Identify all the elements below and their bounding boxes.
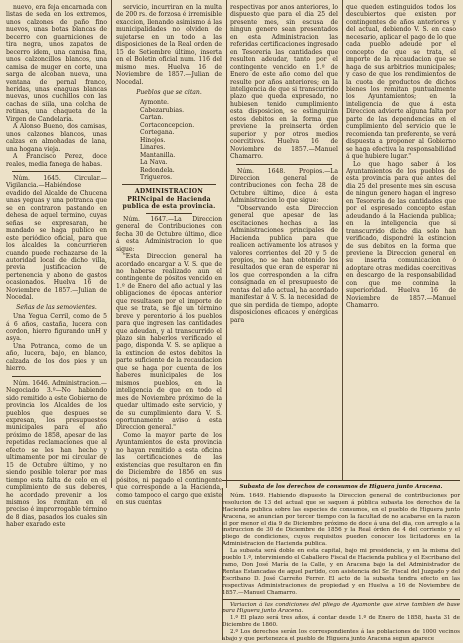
subasta-section [222, 480, 460, 643]
divider [12, 171, 101, 172]
paragraph: 1.º El plazo será tres años, á contar desde 1.º de Enero de 1858, hasta 31 de Diciembre de 1860. [222, 615, 460, 629]
divider [236, 164, 332, 165]
divider [222, 599, 460, 600]
divider [146, 213, 192, 214]
notice-1649: Núm. 1649. Habiendo dispuesto la Direccion general de contribuciones por resolucion de 13 del actual que se saquen á pública subasta los derechos de la Hacienda publica sobre las especies de consumos, en el pueblo de Higuera junto Aracena, se anuncian por tercer tiempo con la facultad de no acabarse en la razon el por menor el dia 9 de Diciembre próximo de doce á una del dia, con arreglo a la instruccion de 30 de Diciembre de 1856 y la Real órden de 4 del corriente y el pliego de condiciones, cuyos requisitos pueden conocer los licitadores en la Administracion de Hacienda publica. [222, 492, 460, 548]
divider [222, 480, 460, 481]
paragraph: nuevo, era feja encarnada con listas de seda en los extremos, unos calzones de paño fino nuevos, unas botas blancas de becerro con guarniciones de tira negra, unos zapatos de becerro idem, una camisa fina, unos calzoncillos blancos, una camisa de muger en corte, una sarga de alcoban nueva, una ventana de pernal franco, heridas, unas enaguas blancas nuevas, unos cuchillos con las cachas de siila, una colcha de retinas, una chaqueta de la Virgen de Candelaria. [6, 4, 107, 123]
section-subtitle: Señas de las semovientes. [16, 303, 97, 311]
notice-1648: Núm. 1648. Propios.—La Direccion general de contribuciones con fecha 28 de Octubre último, dice á esta Administracion lo que sigue: [230, 167, 338, 205]
divider [122, 184, 216, 185]
town-list: Aymonte. Cabezarubias. Cartan. Cortaconcepcion. Cortegana. Hinojos. Linares. Mantanilla. La Nava. Redondela. Trigueros. [140, 99, 195, 181]
column-rule [226, 0, 227, 488]
column-3 [230, 4, 338, 324]
section-subtitle: Pueblos que se citan. [136, 88, 202, 96]
paragraph: Lo que hago saber á los Ayuntamientos de los pueblos de esta provincia para que antes del dia 25 del presente mes sin escusa de ningun genero hagan el ingreso en Tesoreria de las cantidades que por el espresado concepto estan adeudando á la Hacienda publica; en la inteligencia que si transcurrido dicho dia solo han verificado, dispondré la estincion de sus debitos en la forma que previene la Direccion general en su inserta comunicacion ó adoptare otras medidas coercitivas en descargo de la responsabilidad con que me conmina la superioridad. Huelva 16 de Noviembre de 1857.—Manuel Chamarro. [346, 160, 456, 310]
paragraph: Una Yegua Cerril, como de 5 á 6 años, castaña, lucera con cordon, hierro figurando unH y asya. [6, 313, 107, 343]
paragraph: Una Potranca, como de un año, lucera, bajo, en blanco, calzada de los dos pies y un hierro. [6, 342, 107, 373]
paragraph: A Francisco Perez, doce reales, media fanega de habas. [6, 153, 107, 168]
paragraph: "Esta Direccion general ha acordado encargar a V. S. que de no haberse realizado aun el contingente de pósitos vencido en 1.º de Enero del año actual y las obligaciones de épocas anterior que resultasen por el importe de que se trata, se fije un término breve y perentorio á los pueblos para que ingresen las cantidades que adeudan, y al transcurrido el plazo sin haberlos verificado el pago, disponda V. S. se aplique a la extincion de estos debitos la parte suficiente de la recaudacion que se haga por cuenta de los haberes municipales de los mismos pueblos, en la inteligencia de que en todo el mes de Noviembre próximo de la quedar ultimado este servicio, y de su cumplimiento dara V. S. oportunamente aviso á esta Direccion general." [116, 253, 222, 432]
section-subtitle: Variacion á las condiciones del pliego de Ayamonte que sirve tambien de base para Higuera junto Aracena. [222, 601, 460, 615]
section-heading: Subasta de los derechos de consumos de Higuera junto Aracena. [239, 484, 443, 490]
notice-1646: Núm. 1646. Administracion.—Negociado 3.º—No habiendo sido remitido a este Gobierno de provincia los Alcaldes de los pueblos que despues se expresan, los presupuestos municipales para el año próximo de 1858, apesar de las repetidas reclamaciones que al efecto se les han hecho y ultimamente por mi circular de 15 de Octubre último, y no siendo posible tolerar por mas tiempo esta falta de celo en el cumplimiento de sus deberes, he acordado prevenir a los mismos los remitan en el preciso é improrrogable término de 8 dias, pasados los cuales sin haber exarado este [6, 379, 107, 529]
column-2 [116, 4, 222, 506]
column-rule [342, 0, 343, 480]
paragraph: La subasta será doble en esta capital, bajo mi presidencia, y en la misma del pueblo 1.º, interviniendo el Caballero Fiscal de Hacienda publica y el Escribano del ramo, Don José María de la Calle, y en Aracena bajo la del Administrador de Rentas Estancadas de aquel partido, con asistencia del Sr. Fiscal del Juzgado y del Escribano D. José Carreño Ferrer. El acto de la subasta tendra efecto en las respectivas Administraciones de propiedad y en Huelva a 16 de Noviembre de 1857.—Manuel Chamarro. [222, 548, 460, 596]
paragraph: respectivas por anos anteriores, lo dispuesto que para el dia 25 del presente mes, sin escusa de ningun genero sean presentados en esta Administracion las referidas certificaciones ingresado en Tesoreria las cantidades que resulten adeudar, tanto por el contingente vencido en 1.º de Enero de este año como del que resulte por años anteriores; en la inteligencia de que si transcurrido plazo que queda expresado, no hubiesen tenido cumplimiento esta disposicion, se estinguirán estos debitos en la forma que previene la preinserta órden superior y por otros medios coercitivos. Huelva 16 de Noviembre de 1857.—Manuel Chamarro. [230, 4, 338, 161]
paragraph: 2.º Los derechos serán los correspondientes á las poblaciones de 1000 vecinos abajo y que pertenezca el pueblo de Higuera junto Aracena segun aparece [222, 629, 460, 643]
paragraph: "Observando esta Direccion general que apesar de las escitaciones hechas a las Administraciones principales de Hacienda publica para que realicen activamente los atrasos y valores corrientes del 20 y 5 de propios, no se han obtenido los resultados que eran de esperar ni los que corresponden a la cifra consignada en el presupuesto de rentas del año actual, ha acordado manifestar á V. S. la necesidad de que sin perdida de tiempo, adopte disposiciones eficaces y enérgicas para [230, 204, 338, 324]
column-4 [346, 4, 456, 310]
paragraph: A Alonso Bueno, dos camisas, unos calzones blancos, unas calzas en almohadas de lana, una hogana vieja. [6, 123, 107, 153]
paragraph: Como la mayor parte de los Ayuntamientos de esta provincia no hayan remitido a esta oficina las certificaciones de las existencias que resultaron en fin de Diciembre de 1856 en sus pósitos, ni pagado el contingente que corresponde a la Hacienda, como tampoco el cargo que existe en sus cuentas [116, 431, 222, 506]
paragraph: servicio, incurriran en la multa de 200 rs. de forzosa é irremisible exaccion, llenando asimismo á las municipalidades no olviden de sujetarse en un todo a las disposiciones de la Real orden de 15 de Setiembre último, inserta en el Boletin oficial num. 116 del mismo mes. Huelva 16 de Noviembre de 1857.—Julian de Nocedal. [116, 4, 222, 86]
notice-1645: Núm. 1645. Circular.—Vigilancia.—Habiéndose evadido del Alcalde de Chucena unas yeguas y una potranca que se en contraron pastando en dehesa de aquel termino, cuyas señas se expresaran, he mandado se haga publico en este periódico oficial, para que los alcaldes la concurrieren cuando puede rechazarse de la autoridad local de dicho villa, previa justificacion de pertenencia y abono de gastos ocasionados. Huelva 16 de Noviembre de 1857.—Julian de Nocedal. [6, 174, 107, 302]
divider [12, 376, 101, 377]
column-1 [6, 4, 107, 529]
notice-1647: Núm. 1647.—La Direccion general de Contribuciones con fecha 30 de Octubre último, dice á esta Administracion lo que sigue: [116, 215, 222, 253]
paragraph: que queden estinguidos todos los descubiertos que existen por contingentes de años anteriores y del actual, debiendo V. S. en caso necesario, aplicar el pago de lo que cada pueblo adeude por el concepto de que se trata, el importe de la recaudacion que se haga de sus arbitrios municipales; y caso de que los rendimientos de la cuota de productos de dichos bienes los remitan puntualmente los Ayuntamientos; en la inteligencia de que á esta Direccion advierte alguna falta por parte de las dependencias en el cumplimiento del servicio que le recomienda tan preferente, se verá dispuesta a proponer al Gobierno se haga efectiva la responsabilidad á que hubiere lugar." [346, 4, 457, 161]
column-rule [111, 0, 112, 488]
section-heading: ADMINISTRACION PRINcipal de Hacienda publica de esta provincia. [122, 188, 216, 211]
